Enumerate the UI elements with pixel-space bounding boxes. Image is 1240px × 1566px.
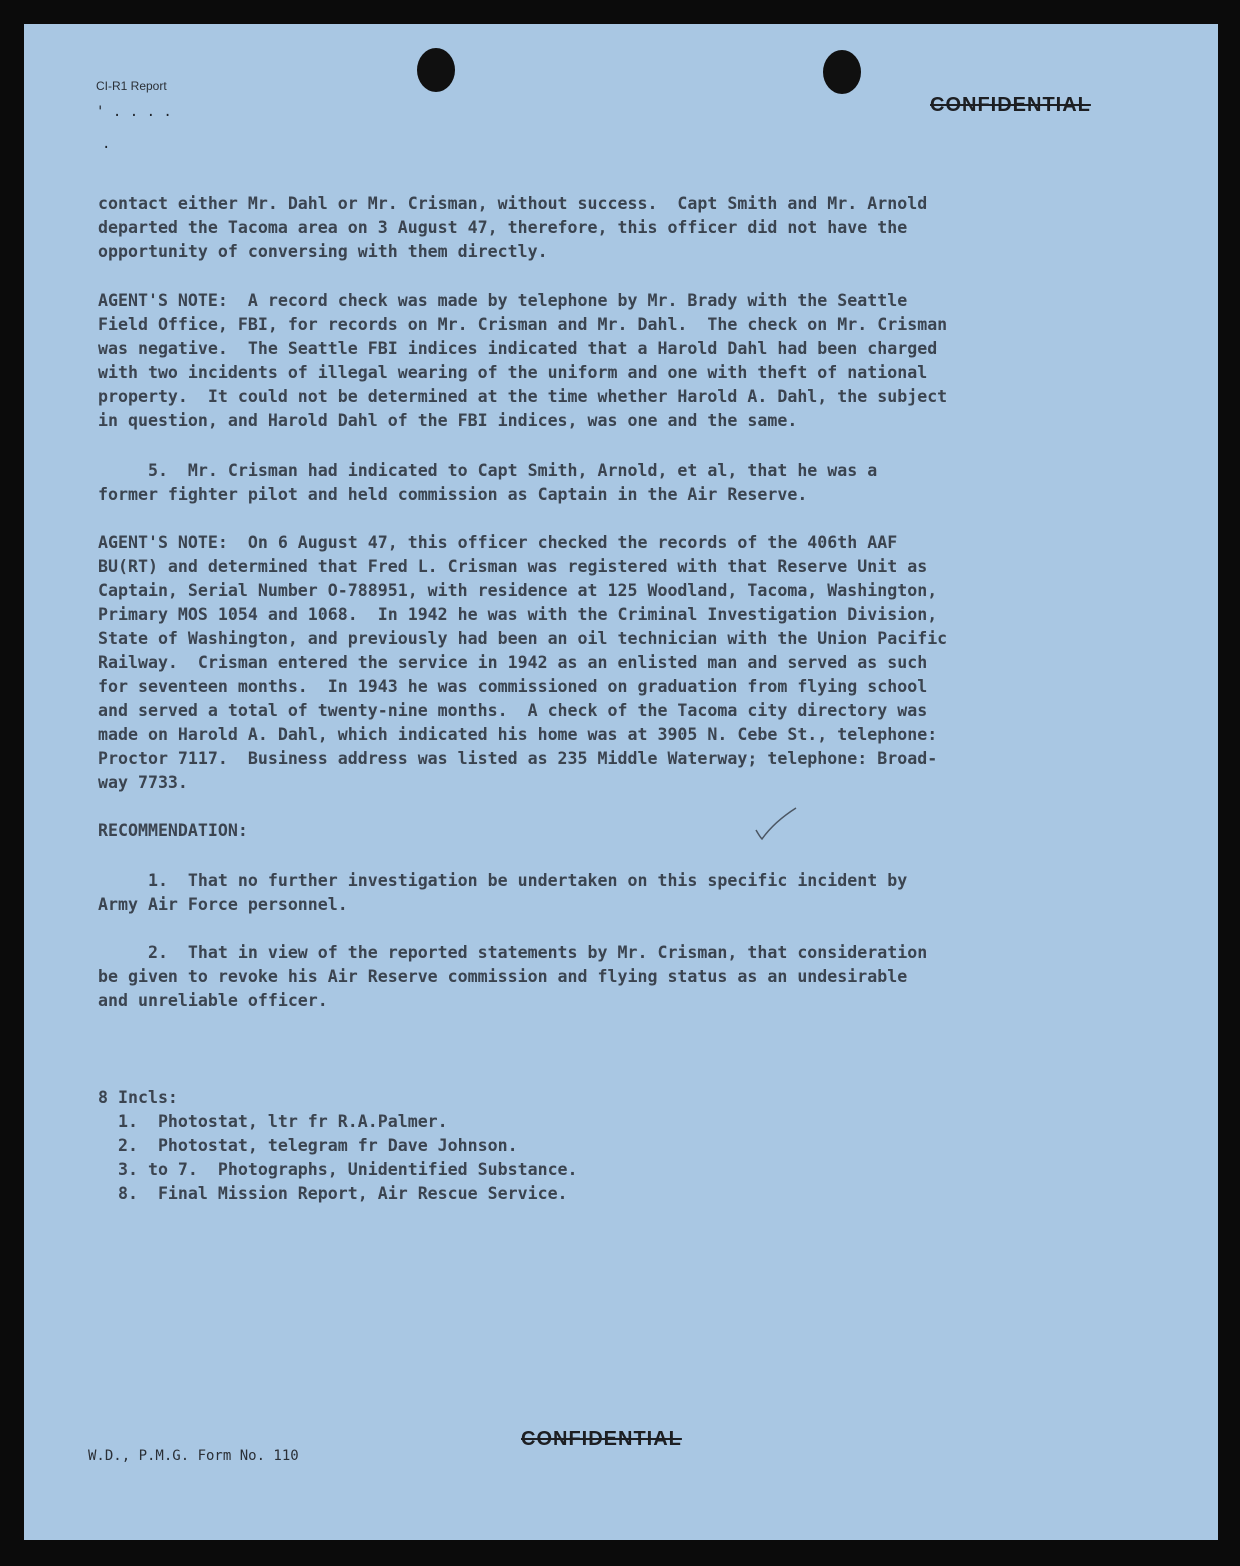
- text-line: 1. Photostat, ltr fr R.A.Palmer.: [98, 1112, 448, 1131]
- text-line: departed the Tacoma area on 3 August 47, therefore, this officer did not have the: [98, 218, 908, 237]
- paragraph-item-5: [98, 459, 1158, 507]
- text-line: in question, and Harold Dahl of the FBI indices, was one and the same.: [98, 411, 798, 430]
- footer-classification: CONFIDENTIAL: [521, 1428, 682, 1450]
- recommendation-heading: [98, 819, 1158, 843]
- stray-dot: .: [102, 136, 111, 152]
- text-line: former fighter pilot and held commission as Captain in the Air Reserve.: [98, 485, 808, 504]
- stray-marks: ' . . . .: [96, 104, 172, 120]
- text-line: for seventeen months. In 1943 he was commissioned on graduation from flying school: [98, 677, 928, 696]
- form-number: W.D., P.M.G. Form No. 110: [88, 1448, 299, 1464]
- text-line: 2. That in view of the reported statements by Mr. Crisman, that consideration: [98, 943, 928, 962]
- text-line: 8. Final Mission Report, Air Rescue Service.: [98, 1184, 568, 1203]
- text-line: State of Washington, and previously had been an oil technician with the Union Pacific: [98, 629, 948, 648]
- text-line: and unreliable officer.: [98, 991, 328, 1010]
- text-line: contact either Mr. Dahl or Mr. Crisman, without success. Capt Smith and Mr. Arnold: [98, 194, 928, 213]
- text-line: AGENT'S NOTE: A record check was made by telephone by Mr. Brady with the Seattle: [98, 291, 908, 310]
- text-line: RECOMMENDATION:: [98, 821, 248, 840]
- text-line: 1. That no further investigation be undertaken on this specific incident by: [98, 871, 908, 890]
- paragraph-intro: [98, 192, 1158, 264]
- text-line: Primary MOS 1054 and 1068. In 1942 he was with the Criminal Investigation Division,: [98, 605, 938, 624]
- text-line: BU(RT) and determined that Fred L. Crisman was registered with that Reserve Unit as: [98, 557, 928, 576]
- text-line: opportunity of conversing with them directly.: [98, 242, 548, 261]
- text-line: way 7733.: [98, 773, 188, 792]
- text-line: 5. Mr. Crisman had indicated to Capt Smith, Arnold, et al, that he was a: [98, 461, 878, 480]
- paragraph-recommendation-1: [98, 869, 1158, 917]
- text-line: made on Harold A. Dahl, which indicated his home was at 3905 N. Cebe St., telephone:: [98, 725, 938, 744]
- paragraph-recommendation-2: [98, 941, 1158, 1013]
- document-page: [24, 24, 1218, 1540]
- text-line: with two incidents of illegal wearing of the uniform and one with theft of national: [98, 363, 928, 382]
- paragraph-agents-note-2: [98, 531, 1158, 795]
- text-line: and served a total of twenty-nine months. A check of the Tacoma city directory was: [98, 701, 928, 720]
- inclosures-list: [98, 1086, 1158, 1206]
- text-line: be given to revoke his Air Reserve commission and flying status as an undesirable: [98, 967, 908, 986]
- text-line: Army Air Force personnel.: [98, 895, 348, 914]
- text-line: property. It could not be determined at the time whether Harold A. Dahl, the subject: [98, 387, 948, 406]
- punch-hole-right: [823, 50, 861, 94]
- text-line: Field Office, FBI, for records on Mr. Crisman and Mr. Dahl. The check on Mr. Crisman: [98, 315, 948, 334]
- text-line: was negative. The Seattle FBI indices indicated that a Harold Dahl had been charged: [98, 339, 938, 358]
- text-line: AGENT'S NOTE: On 6 August 47, this officer checked the records of the 406th AAF: [98, 533, 898, 552]
- punch-hole-left: [417, 48, 455, 92]
- text-line: 8 Incls:: [98, 1088, 178, 1107]
- text-line: Railway. Crisman entered the service in 1942 as an enlisted man and served as such: [98, 653, 928, 672]
- text-line: Captain, Serial Number O-788951, with residence at 125 Woodland, Tacoma, Washington,: [98, 581, 938, 600]
- text-line: Proctor 7117. Business address was listed as 235 Middle Waterway; telephone: Broad-: [98, 749, 938, 768]
- paragraph-agents-note-1: [98, 289, 1158, 433]
- check-mark: [752, 804, 800, 844]
- report-form-id: CI-R1 Report: [96, 79, 167, 93]
- text-line: 2. Photostat, telegram fr Dave Johnson.: [98, 1136, 518, 1155]
- text-line: 3. to 7. Photographs, Unidentified Substance.: [98, 1160, 578, 1179]
- header-classification: CONFIDENTIAL: [930, 94, 1091, 116]
